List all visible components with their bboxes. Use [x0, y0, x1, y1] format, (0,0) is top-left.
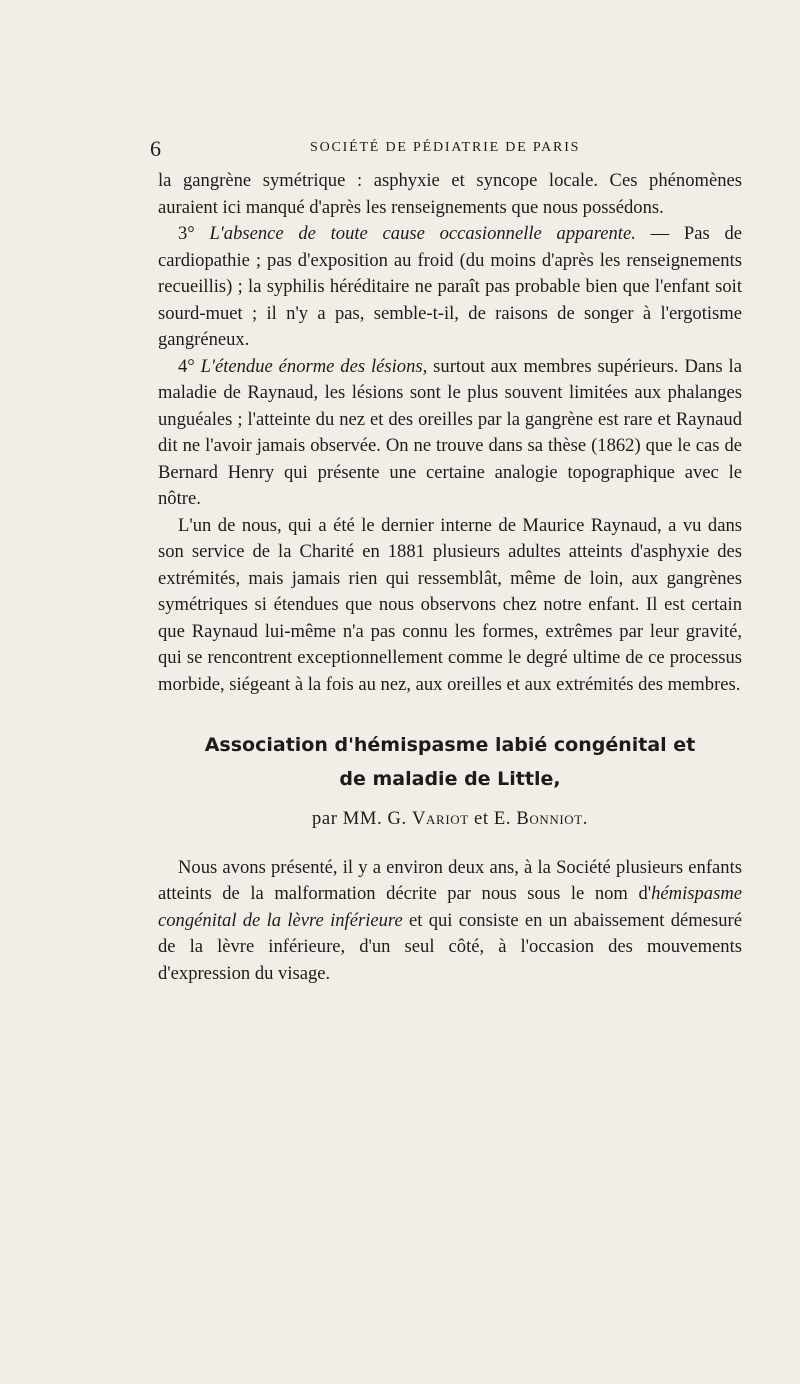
paragraph-text: — Pas de cardiopathie ; pas d'exposition au froid (du moins d'après les renseignements recueillis) ; la syphilis héréditaire ne paraît pas probable bien que l'enfant soit sourd-muet ; il n'y a pas, semble-t-il, de raisons de songer à l'ergotisme gangréneux. [158, 223, 742, 350]
byline-end: . [582, 808, 589, 829]
page-header [150, 136, 742, 166]
author-name: Variot [412, 808, 469, 829]
paragraph-text: et qui consiste en un abaissement démesuré de la lèvre inférieure, d'un seul côté, à l'occasion des mouvements d'expression du visage. [158, 909, 742, 984]
page-body [158, 168, 742, 987]
item-number: 4° [178, 355, 195, 377]
author-name: Bonniot [516, 808, 583, 829]
item-heading: L'absence de toute cause occasionnelle apparente. [209, 223, 636, 244]
page-number: 6 [150, 136, 161, 161]
byline-prefix: par MM. G. [311, 808, 413, 829]
running-head: SOCIÉTÉ DE PÉDIATRIE DE PARIS [310, 140, 581, 155]
paragraph-text: surtout aux membres supérieurs. Dans la maladie de Raynaud, les lésions sont le plus souvent limitées aux phalanges unguéales ; l'atteinte du nez et des oreilles par la gangrène est rare et Raynaud dit ne l'avoir jamais observée. On ne trouve dans sa thèse (1862) que le cas de Bernard Henry qui présente une certaine analogie topographique avec le nôtre. [158, 355, 742, 509]
article-title [158, 728, 742, 796]
italic-term: hémispasme congénital de la lèvre inférieure [158, 883, 742, 931]
item-number: 3° [178, 223, 195, 244]
paragraph [158, 221, 742, 354]
paragraph-text: Nous avons présenté, il y a environ deux ans, à la Société plusieurs enfants atteints de la malformation décrite par nous sous le nom d' [158, 856, 742, 904]
paragraph [158, 354, 742, 513]
paragraph: L'un de nous, qui a été le dernier interne de Maurice Raynaud, a vu dans son service de la Charité en 1881 plusieurs adultes atteints d'asphyxie des extrémités, mais jamais rien qui ressemblât, même de loin, aux gangrènes symétriques si étendues que nous observons chez notre enfant. Il est certain que Raynaud lui-même n'a pas connu les formes, extrêmes par leur gravité, qui se rencontrent exceptionnellement comme le degré ultime de ce processus morbide, siégeant à la fois au nez, aux oreilles et aux extrémités des membres. [158, 514, 742, 695]
paragraph [158, 855, 742, 988]
article-byline [158, 806, 742, 833]
item-heading: L'étendue énorme des lésions, [200, 355, 428, 377]
paragraph: la gangrène symétrique : asphyxie et syncope locale. Ces phénomènes auraient ici manqué d'après les renseignements que nous possédons. [158, 170, 742, 218]
byline-mid: et E. [468, 808, 517, 829]
article-title-line: de maladie de Little, [339, 768, 561, 790]
article-title-line: Association d'hémispasme labié congénital et [204, 734, 696, 756]
